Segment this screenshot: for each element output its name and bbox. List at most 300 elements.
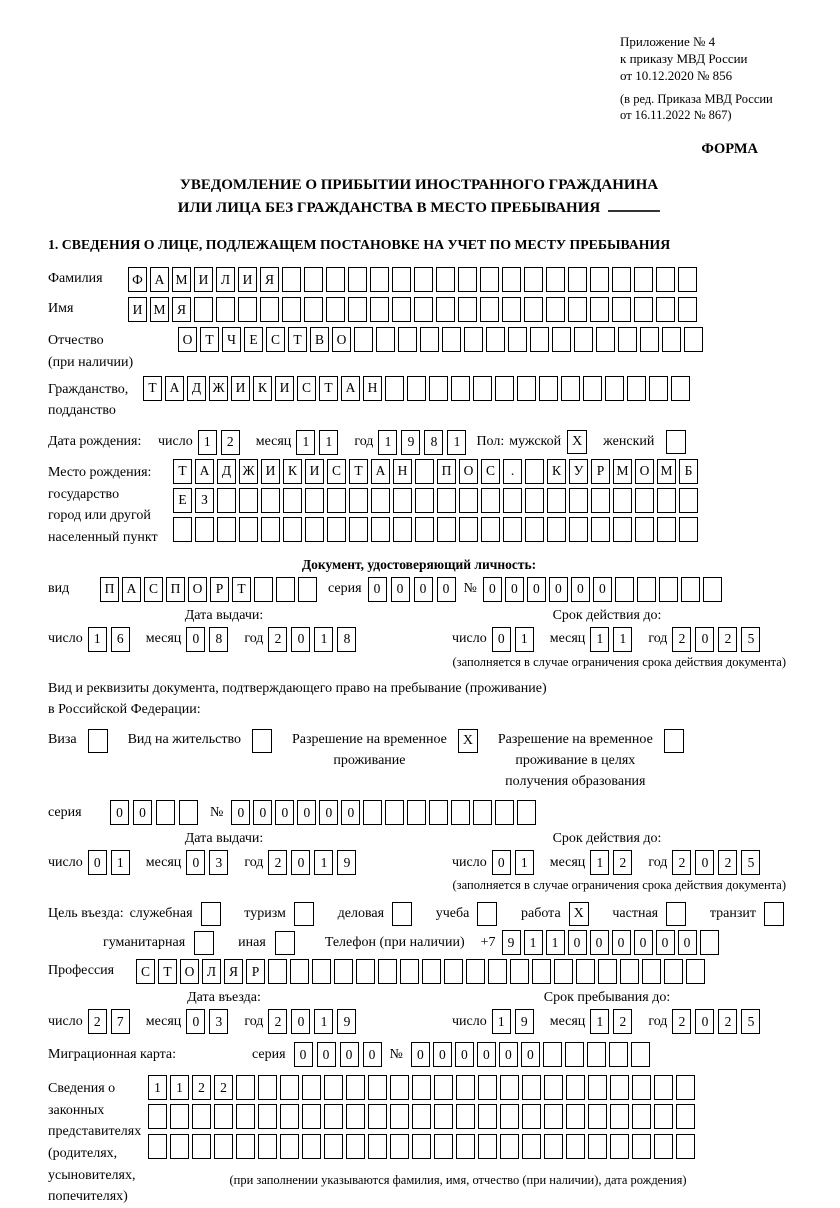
char-cell[interactable] [566, 1075, 585, 1100]
char-cell[interactable] [170, 1134, 189, 1159]
char-cell[interactable] [392, 297, 411, 322]
char-cell[interactable] [539, 376, 558, 401]
char-cell[interactable]: 0 [231, 800, 250, 825]
char-cell[interactable]: 0 [291, 627, 310, 652]
char-cell[interactable] [500, 1075, 519, 1100]
char-cell[interactable] [632, 1134, 651, 1159]
char-cell[interactable]: И [238, 267, 257, 292]
char-cell[interactable]: К [253, 376, 272, 401]
purpose-study-checkbox[interactable] [477, 902, 497, 926]
char-cell[interactable]: А [341, 376, 360, 401]
char-cell[interactable]: Н [363, 376, 382, 401]
char-cell[interactable]: Ж [239, 459, 258, 484]
char-cell[interactable] [346, 1134, 365, 1159]
char-cell[interactable]: 3 [209, 1009, 228, 1034]
char-cell[interactable]: Р [591, 459, 610, 484]
char-cell[interactable]: 0 [294, 1042, 313, 1067]
char-cell[interactable]: О [459, 459, 478, 484]
char-cell[interactable]: 2 [718, 627, 737, 652]
char-cell[interactable]: 1 [515, 850, 534, 875]
char-cell[interactable] [662, 327, 681, 352]
char-cell[interactable] [547, 488, 566, 513]
char-cell[interactable] [385, 800, 404, 825]
char-cell[interactable] [324, 1134, 343, 1159]
char-cell[interactable]: 0 [634, 930, 653, 955]
char-cell[interactable]: 9 [337, 1009, 356, 1034]
char-cell[interactable]: 8 [424, 430, 443, 455]
char-cell[interactable] [334, 959, 353, 984]
char-cell[interactable] [283, 488, 302, 513]
char-cell[interactable]: Я [260, 267, 279, 292]
char-cell[interactable] [473, 800, 492, 825]
char-cell[interactable] [466, 959, 485, 984]
char-cell[interactable] [400, 959, 419, 984]
char-cell[interactable] [634, 267, 653, 292]
char-cell[interactable] [525, 517, 544, 542]
char-cell[interactable] [635, 488, 654, 513]
char-cell[interactable]: 0 [492, 627, 511, 652]
char-cell[interactable] [684, 327, 703, 352]
char-cell[interactable]: 0 [414, 577, 433, 602]
char-cell[interactable] [546, 297, 565, 322]
char-cell[interactable]: 0 [483, 577, 502, 602]
char-cell[interactable]: С [327, 459, 346, 484]
char-cell[interactable] [481, 517, 500, 542]
char-cell[interactable]: Ч [222, 327, 241, 352]
char-cell[interactable] [349, 488, 368, 513]
char-cell[interactable]: 1 [447, 430, 466, 455]
char-cell[interactable] [656, 267, 675, 292]
char-cell[interactable]: 1 [314, 627, 333, 652]
char-cell[interactable]: 1 [546, 930, 565, 955]
char-cell[interactable]: П [437, 459, 456, 484]
char-cell[interactable] [368, 1104, 387, 1129]
char-cell[interactable]: 0 [477, 1042, 496, 1067]
char-cell[interactable]: И [305, 459, 324, 484]
char-cell[interactable] [561, 376, 580, 401]
char-cell[interactable]: О [178, 327, 197, 352]
char-cell[interactable]: С [144, 577, 163, 602]
char-cell[interactable] [398, 327, 417, 352]
char-cell[interactable]: О [180, 959, 199, 984]
char-cell[interactable] [664, 959, 683, 984]
char-cell[interactable] [612, 297, 631, 322]
char-cell[interactable]: Л [202, 959, 221, 984]
char-cell[interactable]: 2 [214, 1075, 233, 1100]
char-cell[interactable] [610, 1075, 629, 1100]
char-cell[interactable] [414, 297, 433, 322]
char-cell[interactable] [676, 1075, 695, 1100]
char-cell[interactable] [620, 959, 639, 984]
purpose-work-checkbox[interactable]: X [569, 902, 589, 926]
char-cell[interactable] [414, 267, 433, 292]
char-cell[interactable]: У [569, 459, 588, 484]
char-cell[interactable] [543, 1042, 562, 1067]
char-cell[interactable]: 2 [672, 627, 691, 652]
char-cell[interactable] [456, 1075, 475, 1100]
char-cell[interactable] [214, 1104, 233, 1129]
char-cell[interactable] [456, 1134, 475, 1159]
char-cell[interactable]: 1 [314, 1009, 333, 1034]
char-cell[interactable]: 0 [291, 1009, 310, 1034]
char-cell[interactable]: Т [232, 577, 251, 602]
char-cell[interactable] [588, 1104, 607, 1129]
char-cell[interactable]: 0 [521, 1042, 540, 1067]
char-cell[interactable] [173, 517, 192, 542]
char-cell[interactable] [429, 800, 448, 825]
char-cell[interactable] [429, 376, 448, 401]
char-cell[interactable]: 9 [337, 850, 356, 875]
char-cell[interactable] [195, 517, 214, 542]
char-cell[interactable]: О [332, 327, 351, 352]
char-cell[interactable] [392, 267, 411, 292]
char-cell[interactable] [634, 297, 653, 322]
char-cell[interactable]: 1 [170, 1075, 189, 1100]
char-cell[interactable]: 2 [192, 1075, 211, 1100]
char-cell[interactable]: 0 [297, 800, 316, 825]
char-cell[interactable] [678, 297, 697, 322]
char-cell[interactable]: 0 [568, 930, 587, 955]
temp-residence-education-checkbox[interactable] [664, 729, 684, 753]
char-cell[interactable] [390, 1134, 409, 1159]
char-cell[interactable]: М [613, 459, 632, 484]
char-cell[interactable]: 0 [275, 800, 294, 825]
char-cell[interactable] [258, 1104, 277, 1129]
char-cell[interactable] [568, 297, 587, 322]
char-cell[interactable] [686, 959, 705, 984]
char-cell[interactable] [437, 488, 456, 513]
char-cell[interactable] [566, 1134, 585, 1159]
char-cell[interactable]: 6 [111, 627, 130, 652]
char-cell[interactable] [363, 800, 382, 825]
char-cell[interactable]: . [503, 459, 522, 484]
char-cell[interactable]: Д [217, 459, 236, 484]
char-cell[interactable] [525, 488, 544, 513]
char-cell[interactable] [591, 488, 610, 513]
char-cell[interactable]: 3 [209, 850, 228, 875]
char-cell[interactable] [522, 1104, 541, 1129]
char-cell[interactable] [679, 517, 698, 542]
char-cell[interactable] [324, 1075, 343, 1100]
char-cell[interactable] [385, 376, 404, 401]
char-cell[interactable]: 1 [492, 1009, 511, 1034]
char-cell[interactable]: 0 [110, 800, 129, 825]
char-cell[interactable] [657, 488, 676, 513]
char-cell[interactable]: 1 [319, 430, 338, 455]
char-cell[interactable] [591, 517, 610, 542]
char-cell[interactable] [598, 959, 617, 984]
char-cell[interactable] [368, 1134, 387, 1159]
char-cell[interactable] [434, 1134, 453, 1159]
char-cell[interactable] [473, 376, 492, 401]
char-cell[interactable] [587, 1042, 606, 1067]
char-cell[interactable] [569, 517, 588, 542]
char-cell[interactable]: 2 [268, 850, 287, 875]
char-cell[interactable]: К [547, 459, 566, 484]
char-cell[interactable] [657, 517, 676, 542]
char-cell[interactable]: 0 [492, 850, 511, 875]
purpose-tourism-checkbox[interactable] [294, 902, 314, 926]
char-cell[interactable] [676, 1104, 695, 1129]
char-cell[interactable] [568, 267, 587, 292]
char-cell[interactable] [349, 517, 368, 542]
char-cell[interactable]: Н [393, 459, 412, 484]
char-cell[interactable]: 0 [341, 800, 360, 825]
char-cell[interactable] [503, 517, 522, 542]
char-cell[interactable] [327, 488, 346, 513]
char-cell[interactable]: 1 [590, 627, 609, 652]
char-cell[interactable] [326, 297, 345, 322]
char-cell[interactable]: С [136, 959, 155, 984]
char-cell[interactable] [681, 577, 700, 602]
char-cell[interactable] [500, 1134, 519, 1159]
char-cell[interactable] [678, 267, 697, 292]
char-cell[interactable] [627, 376, 646, 401]
char-cell[interactable] [192, 1104, 211, 1129]
char-cell[interactable]: С [297, 376, 316, 401]
char-cell[interactable]: 0 [656, 930, 675, 955]
char-cell[interactable] [502, 297, 521, 322]
char-cell[interactable] [370, 297, 389, 322]
purpose-business-checkbox[interactable] [392, 902, 412, 926]
char-cell[interactable] [590, 297, 609, 322]
char-cell[interactable] [656, 297, 675, 322]
char-cell[interactable]: 8 [209, 627, 228, 652]
char-cell[interactable] [412, 1075, 431, 1100]
char-cell[interactable] [376, 327, 395, 352]
char-cell[interactable]: 2 [613, 850, 632, 875]
char-cell[interactable]: К [283, 459, 302, 484]
char-cell[interactable]: 1 [590, 1009, 609, 1034]
char-cell[interactable] [458, 297, 477, 322]
temp-residence-checkbox[interactable]: X [458, 729, 478, 753]
char-cell[interactable]: 9 [401, 430, 420, 455]
char-cell[interactable] [502, 267, 521, 292]
char-cell[interactable]: 0 [695, 1009, 714, 1034]
char-cell[interactable] [280, 1134, 299, 1159]
char-cell[interactable] [327, 517, 346, 542]
residence-permit-checkbox[interactable] [252, 729, 272, 753]
char-cell[interactable]: И [275, 376, 294, 401]
char-cell[interactable]: Е [173, 488, 192, 513]
char-cell[interactable] [576, 959, 595, 984]
char-cell[interactable] [588, 1075, 607, 1100]
char-cell[interactable]: Т [319, 376, 338, 401]
char-cell[interactable]: Т [143, 376, 162, 401]
char-cell[interactable] [618, 327, 637, 352]
char-cell[interactable]: 0 [88, 850, 107, 875]
char-cell[interactable]: И [194, 267, 213, 292]
char-cell[interactable] [304, 267, 323, 292]
char-cell[interactable]: 1 [524, 930, 543, 955]
char-cell[interactable]: 0 [411, 1042, 430, 1067]
char-cell[interactable] [305, 488, 324, 513]
char-cell[interactable] [239, 488, 258, 513]
char-cell[interactable] [583, 376, 602, 401]
char-cell[interactable]: Я [224, 959, 243, 984]
char-cell[interactable]: 2 [672, 1009, 691, 1034]
char-cell[interactable] [442, 327, 461, 352]
char-cell[interactable] [524, 267, 543, 292]
char-cell[interactable] [444, 959, 463, 984]
char-cell[interactable]: 1 [148, 1075, 167, 1100]
char-cell[interactable] [612, 267, 631, 292]
char-cell[interactable]: 0 [549, 577, 568, 602]
char-cell[interactable]: 5 [741, 627, 760, 652]
char-cell[interactable]: 0 [317, 1042, 336, 1067]
char-cell[interactable] [346, 1075, 365, 1100]
char-cell[interactable] [451, 800, 470, 825]
char-cell[interactable] [486, 327, 505, 352]
char-cell[interactable] [420, 327, 439, 352]
char-cell[interactable] [703, 577, 722, 602]
char-cell[interactable]: 0 [368, 577, 387, 602]
char-cell[interactable] [464, 327, 483, 352]
char-cell[interactable]: Т [200, 327, 219, 352]
char-cell[interactable] [530, 327, 549, 352]
char-cell[interactable] [525, 459, 544, 484]
char-cell[interactable] [654, 1134, 673, 1159]
char-cell[interactable]: 0 [499, 1042, 518, 1067]
char-cell[interactable]: 0 [319, 800, 338, 825]
char-cell[interactable] [280, 1075, 299, 1100]
char-cell[interactable] [565, 1042, 584, 1067]
visa-checkbox[interactable] [88, 729, 108, 753]
char-cell[interactable] [258, 1134, 277, 1159]
purpose-other-checkbox[interactable] [275, 931, 295, 955]
char-cell[interactable] [282, 267, 301, 292]
char-cell[interactable]: П [166, 577, 185, 602]
char-cell[interactable] [436, 297, 455, 322]
purpose-transit-checkbox[interactable] [764, 902, 784, 926]
char-cell[interactable]: Я [172, 297, 191, 322]
char-cell[interactable] [503, 488, 522, 513]
char-cell[interactable]: Л [216, 267, 235, 292]
char-cell[interactable] [390, 1104, 409, 1129]
char-cell[interactable]: И [231, 376, 250, 401]
char-cell[interactable] [390, 1075, 409, 1100]
char-cell[interactable] [478, 1104, 497, 1129]
char-cell[interactable] [302, 1134, 321, 1159]
char-cell[interactable]: 0 [291, 850, 310, 875]
char-cell[interactable]: Ж [209, 376, 228, 401]
char-cell[interactable] [280, 1104, 299, 1129]
char-cell[interactable]: 0 [340, 1042, 359, 1067]
char-cell[interactable] [371, 517, 390, 542]
char-cell[interactable] [148, 1134, 167, 1159]
char-cell[interactable] [524, 297, 543, 322]
char-cell[interactable]: Р [246, 959, 265, 984]
char-cell[interactable]: О [188, 577, 207, 602]
char-cell[interactable] [216, 297, 235, 322]
char-cell[interactable] [590, 267, 609, 292]
char-cell[interactable] [282, 297, 301, 322]
char-cell[interactable] [613, 488, 632, 513]
char-cell[interactable] [239, 517, 258, 542]
char-cell[interactable] [238, 297, 257, 322]
char-cell[interactable] [495, 376, 514, 401]
char-cell[interactable]: 0 [527, 577, 546, 602]
char-cell[interactable]: 1 [378, 430, 397, 455]
char-cell[interactable] [298, 577, 317, 602]
char-cell[interactable] [500, 1104, 519, 1129]
char-cell[interactable] [148, 1104, 167, 1129]
char-cell[interactable]: 0 [590, 930, 609, 955]
char-cell[interactable] [544, 1075, 563, 1100]
char-cell[interactable] [305, 517, 324, 542]
char-cell[interactable] [459, 517, 478, 542]
char-cell[interactable] [659, 577, 678, 602]
char-cell[interactable] [434, 1075, 453, 1100]
char-cell[interactable]: 2 [613, 1009, 632, 1034]
char-cell[interactable]: 5 [741, 850, 760, 875]
char-cell[interactable] [412, 1134, 431, 1159]
char-cell[interactable] [569, 488, 588, 513]
char-cell[interactable] [415, 459, 434, 484]
char-cell[interactable] [437, 517, 456, 542]
char-cell[interactable]: 0 [186, 627, 205, 652]
char-cell[interactable]: Б [679, 459, 698, 484]
purpose-humanitarian-checkbox[interactable] [194, 931, 214, 955]
char-cell[interactable] [552, 327, 571, 352]
char-cell[interactable] [671, 376, 690, 401]
sex-male-checkbox[interactable]: X [567, 430, 587, 454]
char-cell[interactable]: Д [187, 376, 206, 401]
char-cell[interactable] [354, 327, 373, 352]
char-cell[interactable]: 1 [314, 850, 333, 875]
char-cell[interactable] [517, 376, 536, 401]
char-cell[interactable]: 0 [678, 930, 697, 955]
char-cell[interactable] [236, 1075, 255, 1100]
char-cell[interactable] [326, 267, 345, 292]
char-cell[interactable] [393, 517, 412, 542]
char-cell[interactable] [478, 1134, 497, 1159]
char-cell[interactable]: 1 [613, 627, 632, 652]
char-cell[interactable] [348, 267, 367, 292]
char-cell[interactable]: А [371, 459, 390, 484]
char-cell[interactable] [356, 959, 375, 984]
char-cell[interactable]: В [310, 327, 329, 352]
char-cell[interactable] [613, 517, 632, 542]
char-cell[interactable] [312, 959, 331, 984]
char-cell[interactable] [236, 1104, 255, 1129]
char-cell[interactable]: 8 [337, 627, 356, 652]
char-cell[interactable] [596, 327, 615, 352]
char-cell[interactable]: 0 [695, 627, 714, 652]
char-cell[interactable]: 2 [718, 850, 737, 875]
char-cell[interactable]: И [261, 459, 280, 484]
char-cell[interactable] [348, 297, 367, 322]
char-cell[interactable]: 0 [571, 577, 590, 602]
char-cell[interactable] [610, 1134, 629, 1159]
char-cell[interactable]: 0 [186, 1009, 205, 1034]
char-cell[interactable]: А [122, 577, 141, 602]
char-cell[interactable] [478, 1075, 497, 1100]
char-cell[interactable]: 1 [515, 627, 534, 652]
char-cell[interactable] [481, 488, 500, 513]
char-cell[interactable] [194, 297, 213, 322]
char-cell[interactable] [554, 959, 573, 984]
char-cell[interactable] [260, 297, 279, 322]
char-cell[interactable]: 0 [505, 577, 524, 602]
char-cell[interactable]: А [195, 459, 214, 484]
char-cell[interactable]: М [150, 297, 169, 322]
char-cell[interactable]: 0 [695, 850, 714, 875]
char-cell[interactable] [407, 376, 426, 401]
char-cell[interactable] [304, 297, 323, 322]
char-cell[interactable]: 2 [672, 850, 691, 875]
char-cell[interactable]: 0 [391, 577, 410, 602]
